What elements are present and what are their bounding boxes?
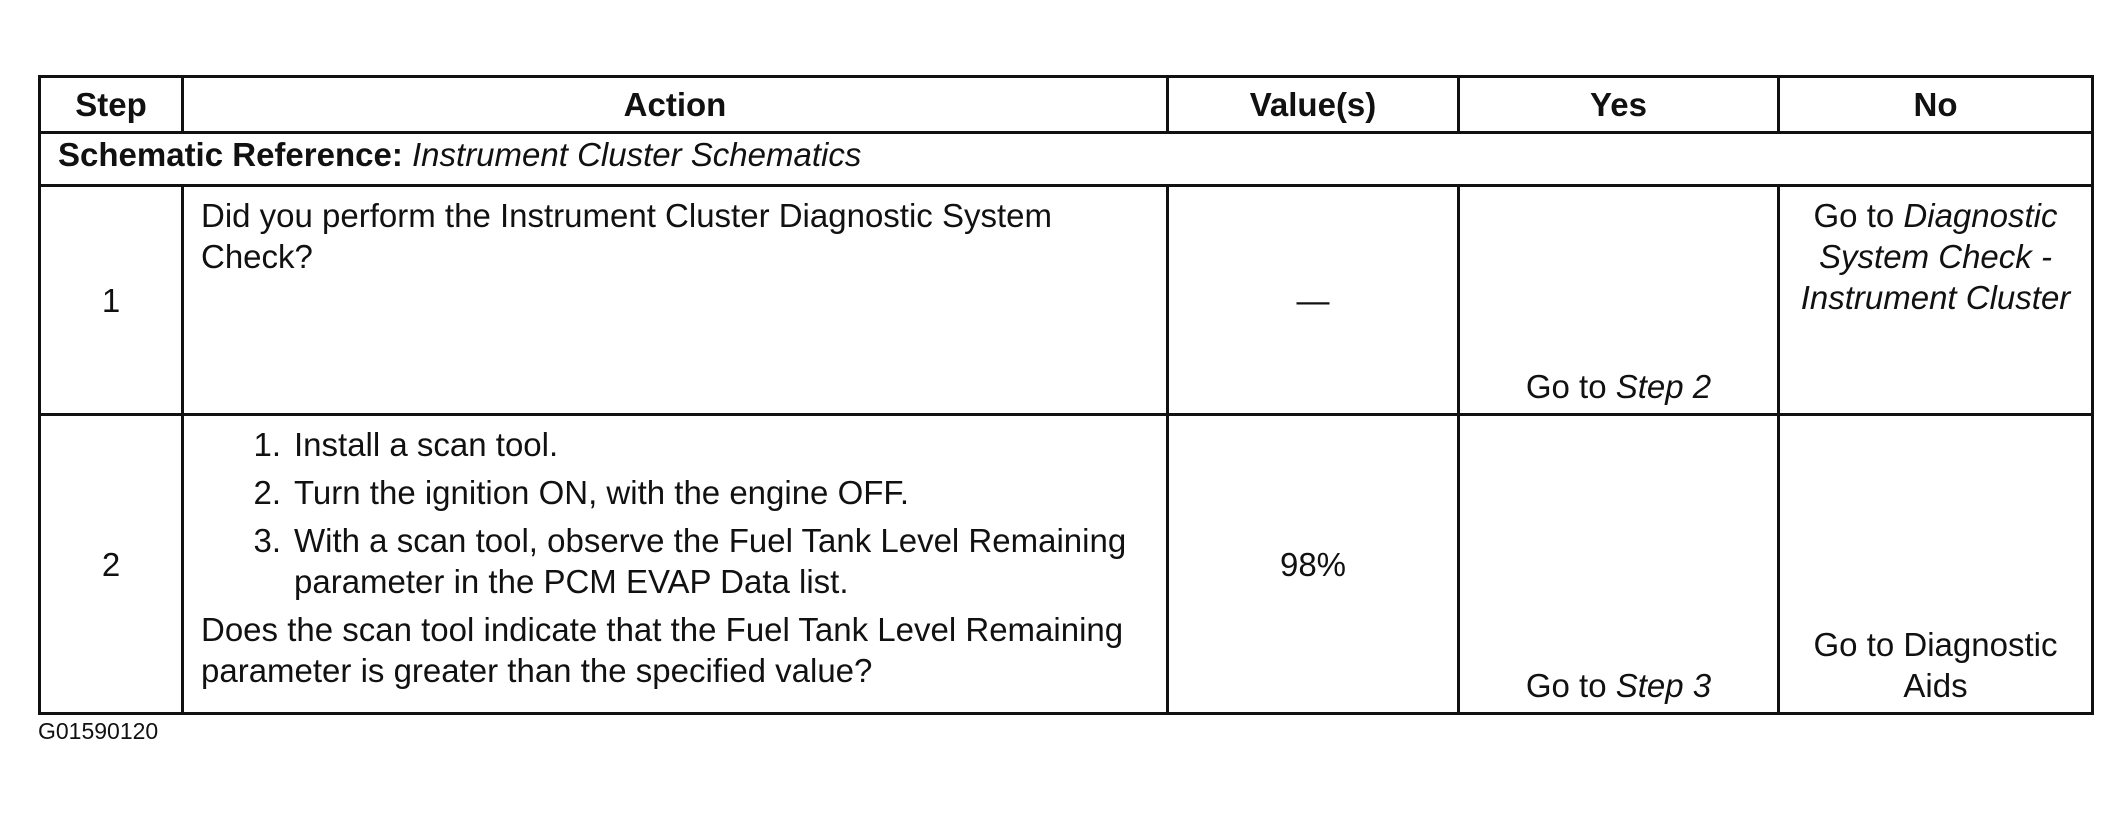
value-cell: 98% [1168,415,1459,714]
value-cell: — [1168,186,1459,415]
schematic-reference-cell [40,133,2093,186]
substep-number: 2. [253,474,281,511]
header-values: Value(s) [1168,77,1459,133]
no-prefix: Go to [1813,197,1904,234]
yes-step-link[interactable]: Step 3 [1615,667,1712,704]
no-diagnostic-link[interactable]: Diagnostic System Check - Instrument Cluster [1800,197,2071,316]
diagnostic-table [38,75,2094,715]
yes-cell [1459,415,1779,714]
no-cell [1779,186,2093,415]
header-row [40,77,2093,133]
yes-step-link[interactable]: Step 2 [1615,368,1712,405]
schematic-reference-label: Schematic Reference: [58,136,403,173]
substep-text: Install a scan tool. [294,426,559,463]
yes-prefix: Go to [1525,368,1616,405]
yes-cell [1459,186,1779,415]
action-text: Did you perform the Instrument Cluster Diagnostic System Check? [183,186,1168,415]
action-question: Does the scan tool indicate that the Fuel Tank Level Remaining parameter is greater than the specified value? [201,611,1124,689]
figure-id: G01590120 [38,718,159,744]
step-number: 2 [40,415,183,714]
step-number: 1 [40,186,183,415]
list-item [201,424,1149,465]
action-cell [183,415,1168,714]
header-step: Step [40,77,183,133]
substep-text: Turn the ignition ON, with the engine OFF. [294,474,910,511]
list-item [201,520,1149,602]
header-no: No [1779,77,2093,133]
substep-number: 1. [253,426,281,463]
header-yes: Yes [1459,77,1779,133]
yes-prefix: Go to [1525,667,1616,704]
list-item [201,472,1149,513]
substep-list [201,424,1149,602]
header-action: Action [183,77,1168,133]
table-row-step-2 [40,415,2093,714]
no-cell: Go to Diagnostic Aids [1779,415,2093,714]
substep-text: With a scan tool, observe the Fuel Tank Level Remaining parameter in the PCM EVAP Data list. [294,522,1127,600]
table-row-step-1 [40,186,2093,415]
schematic-reference-link[interactable]: Instrument Cluster Schematics [412,136,862,173]
schematic-reference-row [40,133,2093,186]
substep-number: 3. [253,522,281,559]
